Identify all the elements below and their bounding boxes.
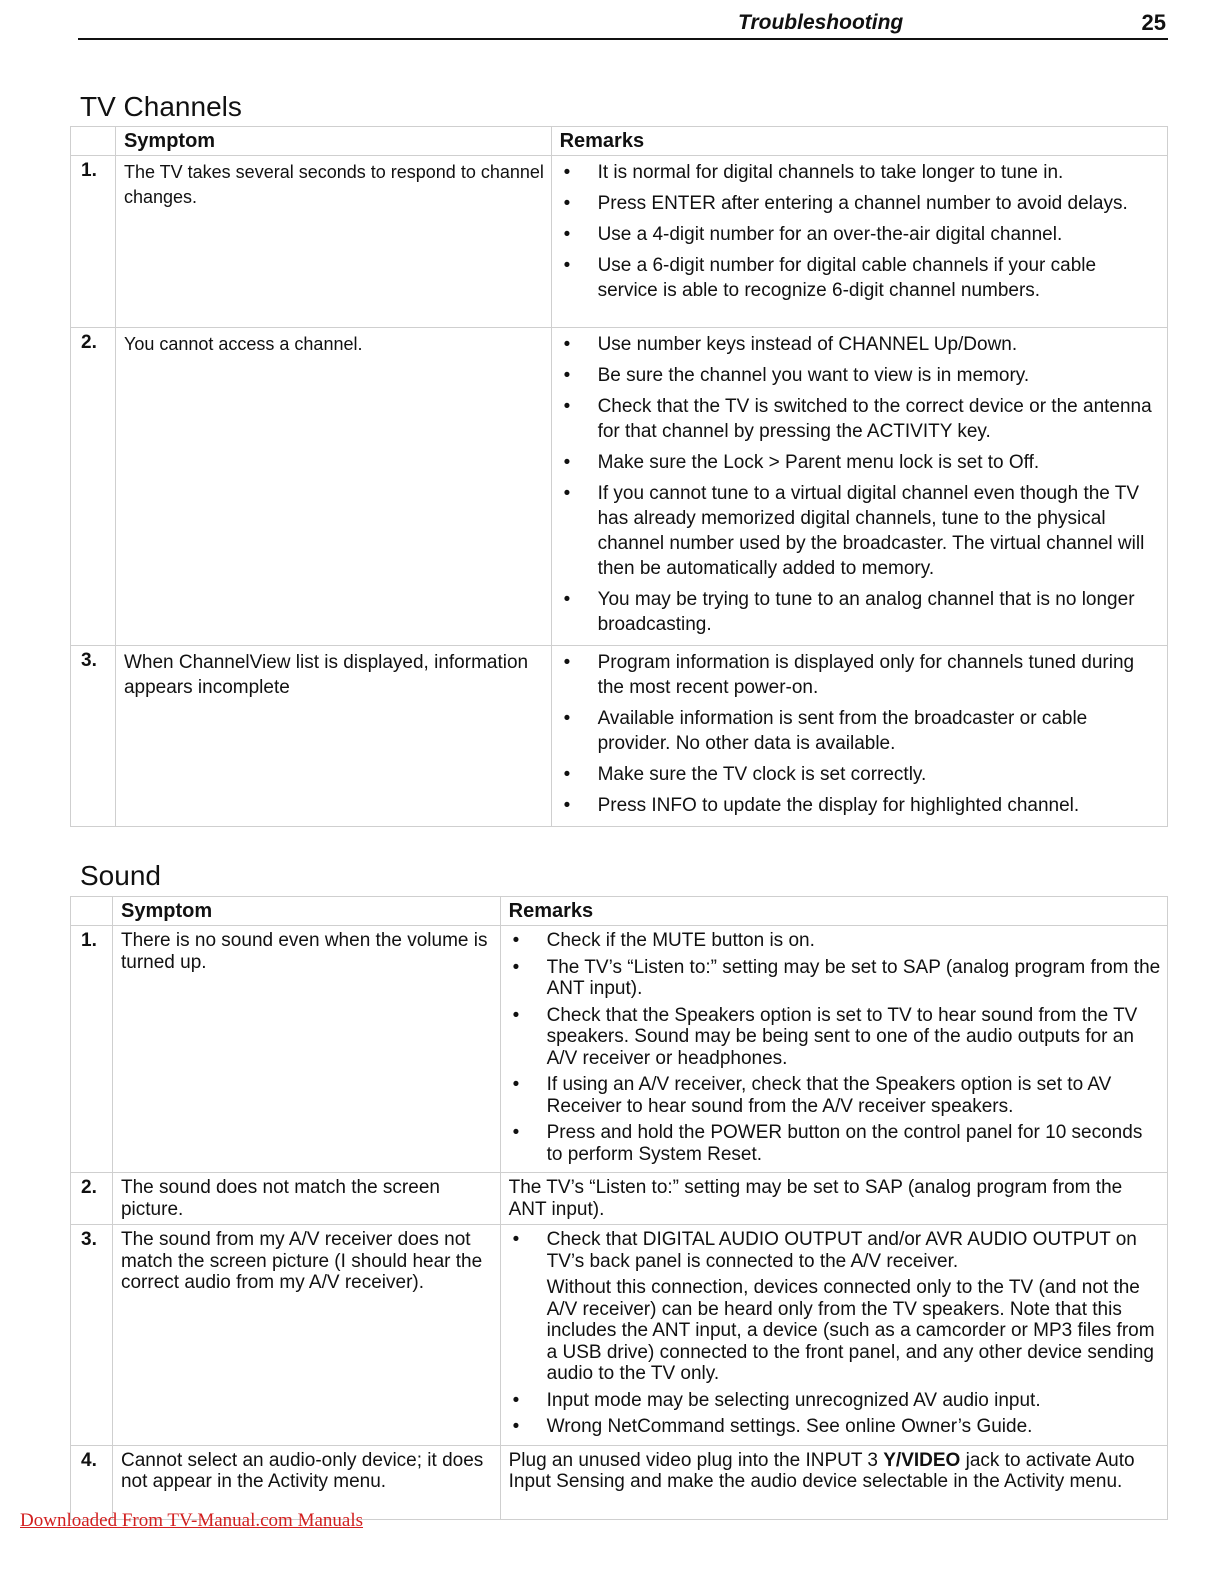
remark-item: • The TV’s “Listen to:” setting may be set to SAP (analog program from the ANT input). [509,957,1161,1000]
table-row [71,156,1168,328]
symptom-text: When ChannelView list is displayed, information appears incomplete [115,646,551,827]
table-row [71,1225,1168,1446]
remarks-list [560,332,1161,637]
remark-item: • Make sure the TV clock is set correctly. [560,762,1161,787]
remark-item: • You may be trying to tune to an analog channel that is no longer broadcasting. [560,587,1161,637]
remark-text: The TV’s “Listen to:” setting may be set to SAP (analog program from the ANT input). [500,1173,1167,1225]
symptom-text: The sound from my A/V receiver does not match the screen picture (I should hear the correct audio from my A/V receiver). [112,1225,500,1446]
sound-table [70,896,1168,1520]
blank-header-cell [71,127,116,156]
symptom-text: There is no sound even when the volume is turned up. [112,926,500,1173]
row-number: 3. [71,1225,113,1446]
remarks-header: Remarks [500,897,1167,926]
remark-item: • Check that the TV is switched to the correct device or the antenna for that channel by pressing the ACTIVITY key. [560,394,1161,444]
symptom-text: You cannot access a channel. [115,328,551,646]
table-row [71,926,1168,1173]
remark-item-continuation: Without this connection, devices connected only to the TV (and not the A/V receiver) can be heard only from the TV speakers. Note that this includes the ANT input, a device (such as a camcorder or MP3 files from a USB drive) connected to the front panel, and any other device sending audio to the TV only. [546,1277,1155,1384]
remark-item: • If using an A/V receiver, check that the Speakers option is set to AV Receiver to hear sound from the A/V receiver speakers. [509,1074,1161,1117]
remark-item: • Input mode may be selecting unrecognized AV audio input. [509,1390,1161,1412]
table-row [71,328,1168,646]
remark-item: • Available information is sent from the broadcaster or cable provider. No other data is available. [560,706,1161,756]
remarks-list [509,1229,1161,1438]
remark-item: • Wrong NetCommand settings. See online Owner’s Guide. [509,1416,1161,1438]
remark-item: • If you cannot tune to a virtual digital channel even though the TV has already memorized digital channels, tune to the physical channel number used by the broadcaster. The virtual channel will then be automatically added to memory. [560,481,1161,581]
remark-text-post: jack to activate Auto Input Sensing and make the audio device selectable in the Activity menu. [508,1449,1135,1492]
page-number: 25 [1141,10,1166,35]
row-number: 2. [71,1173,113,1225]
symptom-text: The sound does not match the screen picture. [112,1173,500,1225]
remark-item: • It is normal for digital channels to take longer to tune in. [560,160,1161,185]
remarks-cell [551,328,1167,646]
remark-item: • Use number keys instead of CHANNEL Up/Down. [560,332,1161,357]
remark-item: • Press and hold the POWER button on the control panel for 10 seconds to perform System Reset. [509,1122,1161,1165]
tv-channels-title: TV Channels [80,91,242,122]
remark-item: • Check if the MUTE button is on. [509,930,1161,952]
remarks-cell [551,156,1167,328]
row-number: 1. [71,926,113,1173]
table-header-row [71,127,1168,156]
remark-text-bold: Y/VIDEO [883,1449,961,1471]
remarks-list [560,160,1161,303]
table-row [71,646,1168,827]
remark-item: • Press INFO to update the display for highlighted channel. [560,793,1161,818]
remark-item: • Use a 6-digit number for digital cable channels if your cable service is able to recognize 6-digit channel numbers. [560,253,1161,303]
row-number: 4. [71,1445,113,1519]
remarks-cell [551,646,1167,827]
remark-item-text: • Check that DIGITAL AUDIO OUTPUT and/or AVR AUDIO OUTPUT on TV’s back panel is connected to the A/V receiver. [546,1229,1137,1272]
symptom-text: The TV takes several seconds to respond to channel changes. [115,156,551,328]
tv-channels-table [70,126,1168,827]
table-row [71,1173,1168,1225]
page-header [78,8,1168,40]
remark-item: • Be sure the channel you want to view is in memory. [560,363,1161,388]
remarks-list [560,650,1161,818]
row-number: 3. [71,646,116,827]
symptom-text: Cannot select an audio-only device; it does not appear in the Activity menu. [112,1445,500,1519]
table-row [71,1445,1168,1519]
blank-header-cell [71,897,113,926]
remark-text [500,1445,1167,1519]
remarks-cell [500,926,1167,1173]
remark-item: • Check that the Speakers option is set to TV to hear sound from the TV speakers. Sound may be being sent to one of the audio outputs for an A/V receiver or headphones. [509,1005,1161,1070]
remark-item: • Program information is displayed only for channels tuned during the most recent power-on. [560,650,1161,700]
remark-item: • Make sure the Lock > Parent menu lock is set to Off. [560,450,1161,475]
remark-item: • Press ENTER after entering a channel number to avoid delays. [560,191,1161,216]
remarks-list [509,930,1161,1165]
row-number: 1. [71,156,116,328]
symptom-header: Symptom [115,127,551,156]
symptom-header: Symptom [112,897,500,926]
table-header-row [71,897,1168,926]
remark-item: • Use a 4-digit number for an over-the-air digital channel. [560,222,1161,247]
header-section-title: Troubleshooting [738,11,904,34]
row-number: 2. [71,328,116,646]
remarks-header: Remarks [551,127,1167,156]
download-source-link[interactable]: Downloaded From TV-Manual.com Manuals [20,1510,364,1531]
sound-title: Sound [80,860,161,891]
remark-text-pre: Plug an unused video plug into the INPUT 3 [508,1449,884,1471]
remarks-cell [500,1225,1167,1446]
remark-item [509,1229,1161,1385]
